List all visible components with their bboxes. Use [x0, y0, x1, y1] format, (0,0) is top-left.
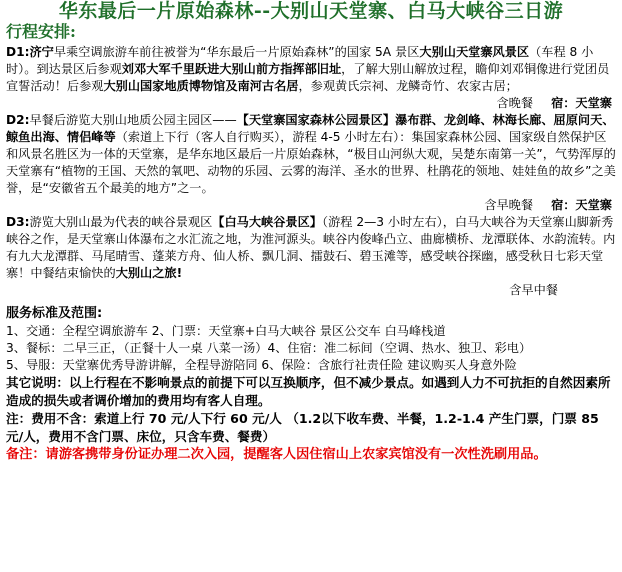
day2-text-b: （索道上下行（客人自行购买），游程 4-5 小时左右）：集国家森林公园、国家级自然保护区和风景名胜区为一体的天堂寨，是华东地区最后一片原始森林，“极目山河纵大观，吴楚东南第一关”，气势浑厚的天堂寨有“植物的王国、天然的氧吧、动物的乐园、云雾的海洋、圣水的世界、杜鹃花的领地、娃娃鱼的故乡”之美誉，是“安徽省五个最美的地方”之一。	[6, 130, 616, 195]
day1-meal: 含晚餐	[496, 96, 534, 110]
service-line: 5、导服：天堂寨优秀导游讲解，全程导游陪同 6、保险：含旅行社责任险 建议购买人身意外险	[6, 358, 517, 372]
day2-highlights: 瀑布群、龙剑峰、林海长廊、屈原问天、鲸鱼出海、情侣峰等	[6, 113, 615, 144]
day1-scenic-area: 大别山天堂寨风景区	[419, 45, 530, 59]
day2-paragraph	[4, 112, 618, 197]
day3-label: D3:	[6, 215, 30, 229]
service-line: 1、交通：全程空调旅游车 2、门票：天堂寨+白马大峡谷 景区公交车 白马峰栈道	[6, 324, 446, 338]
day3-meal-text: 含早中餐	[509, 283, 558, 297]
day3-trip-end: 大别山之旅!	[115, 266, 183, 280]
itinerary-heading: 行程安排:	[6, 22, 76, 41]
day2-park-name: 【天堂寨国家森林公园景区】	[236, 113, 396, 127]
day1-museum: 大别山国家地质博物馆及南河古名居	[103, 79, 299, 93]
day2-label: D2:	[6, 113, 30, 127]
warning-note: 备注：请游客携带身份证办理二次入园，提醒客人因住宿山上农家宾馆没有一次性洗刷用品。	[6, 447, 547, 462]
day1-text-b: （车程 8 小时）。到达景区后参观	[6, 45, 594, 76]
fee-note: 注：费用不含：索道上行 70 元/人下行 60 元/人 （1.2以下收车费、半餐，1.2-1.4 产生门票，门票 85 元/人，费用不含门票、床位，只含车费、餐费）	[6, 411, 599, 444]
day1-text-d: ，参观黄氏宗祠、龙鳞奇竹、农家古居；	[298, 79, 518, 93]
day3-meal	[4, 282, 618, 299]
day2-stay: 宿：天堂寨	[551, 198, 612, 212]
day3-text-b: （游程 2—3 小时左右），白马大峡谷为天堂寨山脚新秀峡谷之作，是天堂寨山体瀑布之水汇流之地，为淮河源头。峡谷内俊峰凸立、曲廊横桥、龙潭联体、水韵流转。内有九大龙潭群、马尾晴雪、蓬莱方舟、仙人桥、飘几洞、擂鼓石、碧玉滩等，感受峡谷探幽，感受秋日七彩天堂寨！中餐结束愉快的	[6, 215, 616, 280]
day3-paragraph	[4, 214, 618, 282]
other-note: 其它说明：以上行程在不影响景点的前提下可以互换顺序，但不减少景点。如遇到人力不可抗拒的自然因素所造成的损失或者调价增加的费用均有客人自理。	[6, 375, 611, 408]
day1-paragraph	[4, 44, 618, 95]
day1-stay: 宿：天堂寨	[551, 96, 612, 110]
day1-text-a: 早乘空调旅游车前往被誉为“华东最后一片原始森林”的国家 5A 景区	[53, 45, 420, 59]
day1-text-c: ，了解大别山解放过程，瞻仰刘邓铜像进行党团员宣誓活动！后参观	[6, 62, 610, 93]
service-line: 3、餐标：二早三正，（正餐十人一桌 八菜一汤）4、住宿：准二标间（空调、热水、独卫、彩电）	[6, 341, 532, 355]
day3-text-a: 游览大别山最为代表的峡谷景观区	[29, 215, 213, 229]
day2-text-a: 早餐后游览大别山地质公园主园区——	[29, 113, 237, 127]
day1-origin: 济宁	[29, 45, 54, 59]
day1-label: D1:	[6, 45, 30, 59]
day2-meal-stay	[4, 197, 618, 214]
service-heading: 服务标准及范围:	[6, 306, 103, 321]
day1-hq-site: 刘邓大军千里跃进大别山前方指挥部旧址	[121, 62, 342, 76]
day3-canyon-name: 【白马大峡谷景区】	[212, 215, 322, 229]
page-title: 华东最后一片原始森林--大别山天堂寨、白马大峡谷三日游	[58, 0, 564, 22]
day2-meal: 含早晚餐	[484, 198, 534, 212]
day1-meal-stay	[4, 95, 618, 112]
